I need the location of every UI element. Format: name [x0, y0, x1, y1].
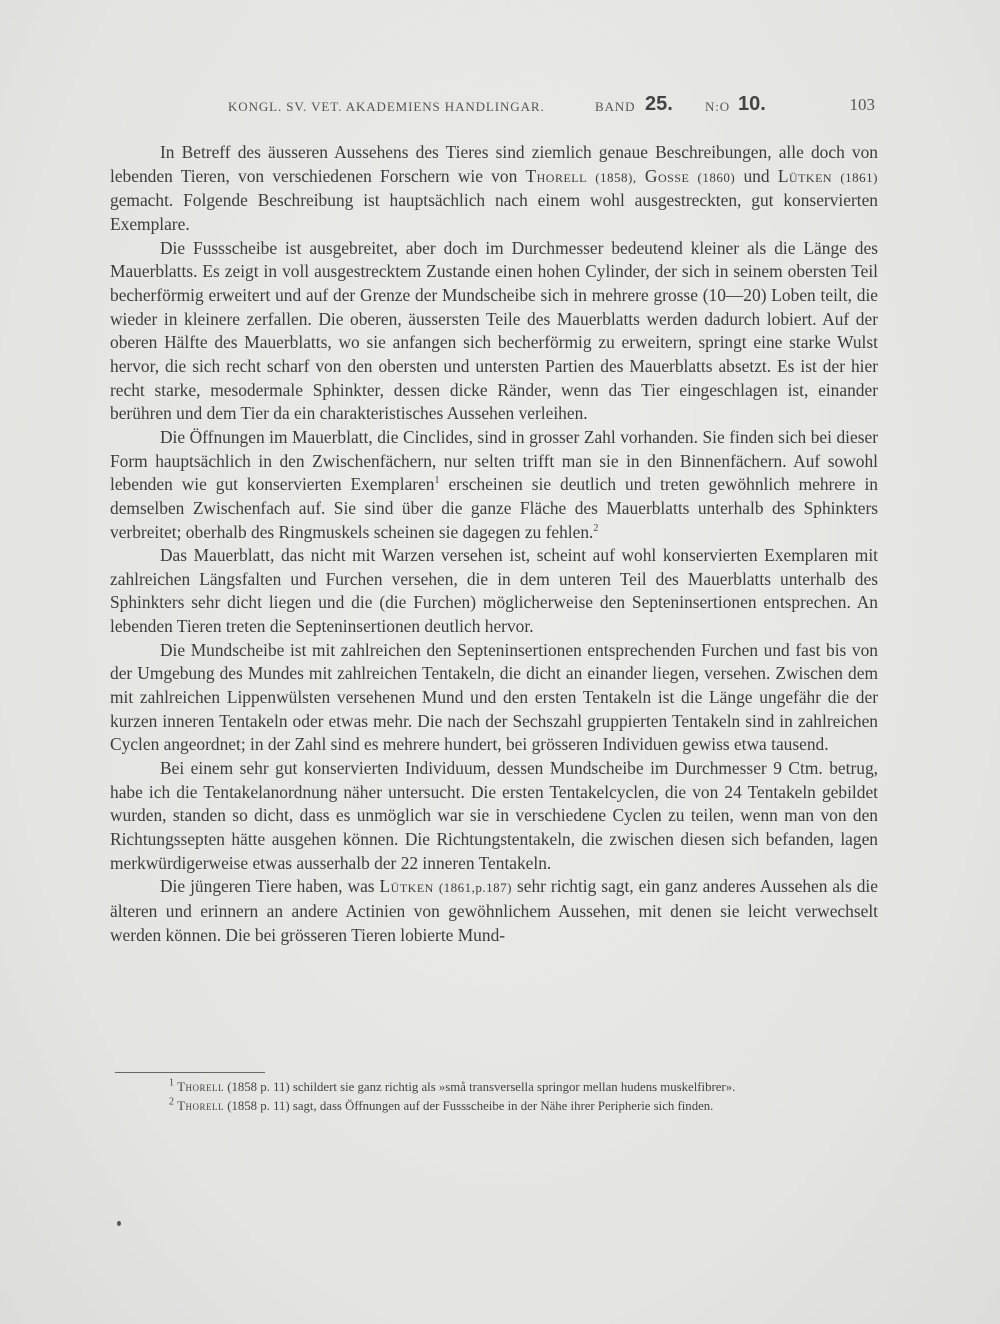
author-name: Lütken: [777, 165, 833, 186]
footnote-ref: 2: [593, 522, 599, 534]
author-name: Gosse: [644, 165, 690, 186]
footnote: $^2$ Thorell (1858 p. 11) sagt, dass Öffnungen auf der Fussscheibe in der Nähe ihrer Peripherie sich finden.: [169, 1096, 714, 1113]
footnote-marker: 1: [169, 1077, 174, 1089]
running-header: [110, 95, 875, 121]
main-text: [110, 141, 878, 947]
paragraph: Das Mauerblatt, das nicht mit Warzen versehen ist, scheint auf wohl konservierten Exemplaren mit zahlreichen Längsfalten und Furchen versehen, die in dem unteren Teil des Mauerblatts unterhalb des Sphinkters sehr dicht liegen und die (die Furchen) möglicherweise den Septeninsertionen entsprechen. An lebenden Tieren treten die Septeninsertionen deutlich hervor.: [110, 545, 878, 637]
author-name: Lütken: [379, 876, 434, 897]
author-name: Thorell: [177, 1080, 225, 1094]
paragraph: Die Fussscheibe ist ausgebreitet, aber doch im Durchmesser bedeutend kleiner als die Länge des Mauerblatts. Es zeigt in voll ausgestrecktem Zustande einen hohen Cylinder, der sich in seinem obersten Teil becherförmig erweitert und auf der Grenze der Mundscheibe sich in mehrere grosse (10—20) Loben teilt, die wieder in kleinere zerfallen. Die oberen, äussersten Teile des Mauerblatts werden dadurch lobiert. Auf der oberen Hälfte des Mauerblatts, wo sie anfangen sich becherförmig zu erweitern, springt eine starke Wulst hervor, die sich recht scharf von den obersten und untersten Partien des Mauerblatts absetzt. Es ist der hier recht starke, mesodermale Sphinkter, dessen dicke Ränder, wenn das Tier eingeschlagen ist, einander berühren und dem Tier da ein charakteristisches Aussehen verleihen.: [110, 237, 878, 424]
footnote-divider: [115, 1072, 265, 1073]
footnote: $^1$ Thorell (1858 p. 11) schildert sie ganz richtig als »små transversella springor mellan hudens muskelfibrer».: [169, 1077, 736, 1094]
issue-number: 10.: [738, 93, 766, 115]
paragraph: Bei einem sehr gut konservierten Individuum, dessen Mundscheibe im Durchmesser 9 Ctm. betrug, habe ich die Tentakelanordnung näher untersucht. Die ersten Tentakelcyclen, die von 24 Tentakeln gebildet wurden, standen so dicht, dass es unmöglich war sie in verschiedene Cyclen zu teilen, wenn man von den Richtungssepten hätte ausgehen können. Die Richtungstentakeln, die zwischen diesen sich befanden, lagen merkwürdigerweise etwas ausserhalb der 22 inneren Tentakeln.: [110, 758, 878, 873]
page-number: 103: [849, 95, 875, 114]
volume-number: 25.: [645, 93, 673, 115]
volume-label: BAND: [595, 99, 636, 114]
paper-speck: [117, 1221, 121, 1226]
footnotes: [117, 1078, 877, 1116]
paragraph: In Betreff des äusseren Aussehens des Tieres sind ziemlich genaue Beschreibungen, alle doch von lebenden Tieren, von verschiedenen Forschern wie von Thorell (1858), Gosse (1860) und Lütken (1861) gemacht. Folgende Beschreibung ist hauptsächlich nach einem wohl ausgestreckten, gut konservierten Exemplare.: [110, 142, 879, 234]
author-name: Thorell: [525, 165, 587, 186]
issue-label: N:O: [705, 99, 731, 114]
paragraph: Die jüngeren Tiere haben, was Lütken (1861,p.187) sehr richtig sagt, ein ganz anderes Aussehen als die älteren und erinnern an andere Actinien von gewöhnlichem Aussehen, mit denen sie leicht verwechselt werden können. Die bei grösseren Tieren lobierte Mund-: [110, 876, 878, 945]
journal-title: KONGL. SV. VET. AKADEMIENS HANDLINGAR.: [228, 99, 545, 114]
author-name: Thorell: [177, 1099, 225, 1113]
footnote-ref: 1: [434, 475, 440, 487]
paragraph: Die Öffnungen im Mauerblatt, die Cinclides, sind in grosser Zahl vorhanden. Sie finden sich bei dieser Form hauptsächlich in den Zwischenfächern, nur selten trifft man sie in den Binnenfächern. Auf sowohl lebenden wie gut konservierten Exemplaren$^1$ erscheinen sie deutlich und treten gewöhnlich mehrere in demselben Zwischenfach auf. Sie sind über die ganze Fläche des Mauerblatts unterhalb des Sphinkters verbreitet; oberhalb des Ringmuskels scheinen sie dagegen zu fehlen.$^2$: [110, 426, 878, 542]
paragraph: Die Mundscheibe ist mit zahlreichen den Septeninsertionen entsprechenden Furchen und fast bis von der Umgebung des Mundes mit zahlreichen Tentakeln, die dicht an einander liegen, versehen. Zwischen dem mit zahlreichen Lippenwülsten versehenen Mund und den ersten Tentakeln ist die Länge ungefähr die der kurzen inneren Tentakeln oder etwas mehr. Die nach der Sechszahl gruppierten Tentakeln sind in zahlreichen Cyclen angeordnet; in der Zahl sind es mehrere hundert, bei grösseren Individuen gewiss etwa tausend.: [110, 639, 878, 755]
footnote-marker: 2: [169, 1096, 174, 1108]
